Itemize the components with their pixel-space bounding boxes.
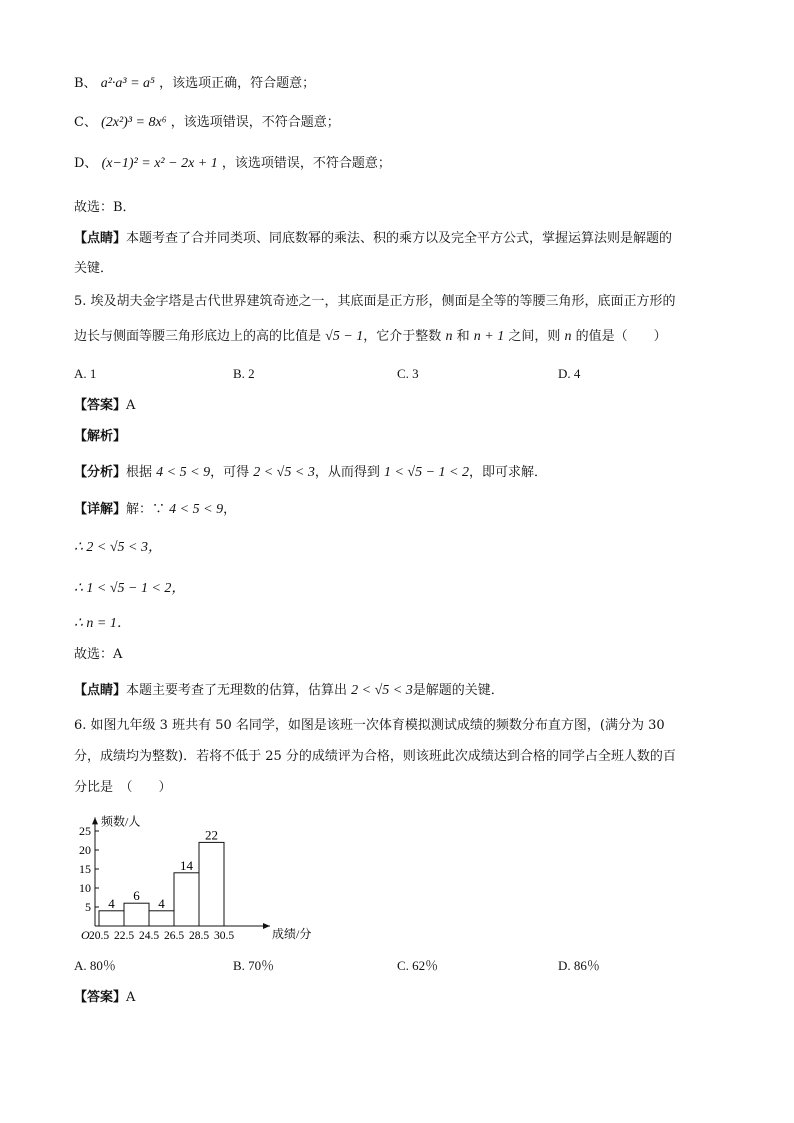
q6-answer-tag: 【答案】 <box>74 990 127 1005</box>
q4-review-text1: 本题考查了合并同类项、同底数幂的乘法、积的乘方以及完全平方公式，掌握运算法则是解题的 <box>126 231 673 246</box>
q5-fenxi-c: ，从而得到 <box>314 465 380 480</box>
q5-review-ineq: 2 < √5 < 3 <box>351 683 413 698</box>
q6-stem-line2: 分，成绩均为整数)．若将不低于 25 分的成绩评为合格，则该班此次成绩达到合格的同学占全班人数的百 <box>74 749 676 764</box>
q5-fenxi-a: 根据 <box>126 465 153 480</box>
bar-data-label: 4 <box>108 895 115 911</box>
q5-review-tag: 【点睛】 <box>74 683 127 698</box>
y-tick-label: 15 <box>79 862 91 876</box>
q4-choose: 故选：B． <box>74 200 136 215</box>
q5-detail-line <box>74 500 236 520</box>
option-b-label: B、 <box>74 76 97 91</box>
q5-detail-ineq: 4 < 5 < 9 <box>169 502 224 517</box>
histogram-chart <box>70 808 340 950</box>
option-c-line <box>74 113 340 133</box>
q5-choice-b: B. 2 <box>233 366 255 381</box>
option-c-expr: (2x²)³ = 8x⁶ <box>101 115 167 130</box>
q6-answer: A <box>126 990 136 1005</box>
origin-label: O <box>81 928 90 942</box>
q6-stem-line3: 分比是 （ ） <box>74 780 172 795</box>
histogram-bar <box>124 903 149 926</box>
q5-fenxi-ineq2: 2 < √5 < 3 <box>253 465 315 480</box>
q5-choose: 故选：A <box>74 647 123 662</box>
q5-review-b: 是解题的关键． <box>412 683 504 698</box>
q5-review-line <box>74 681 504 701</box>
histogram-bars <box>99 842 224 926</box>
q5-detail-a: 解：∵ <box>126 502 166 517</box>
q5-detail-tag: 【详解】 <box>74 502 127 517</box>
bar-data-label: 6 <box>133 888 140 904</box>
histogram-bar <box>99 911 124 926</box>
option-d-expr: (x−1)² = x² − 2x + 1 <box>101 156 218 171</box>
q5-step1: ∴ 2 < √5 < 3， <box>74 540 162 555</box>
q4-review-text2: 关键． <box>74 261 114 276</box>
histogram-bar <box>174 873 199 926</box>
y-axis-arrow <box>92 817 98 824</box>
y-axis-label: 频数/人 <box>101 814 141 829</box>
option-d-label: D、 <box>74 156 98 171</box>
option-b-comment: ，该选项正确，符合题意； <box>159 76 316 91</box>
q5-stem2d: 之间，则 <box>508 329 561 344</box>
q5-stem2-expr: √5 − 1 <box>325 329 364 344</box>
option-c-comment: ，该选项错误，不符合题意； <box>170 115 340 130</box>
q5-stem-line2 <box>74 327 667 347</box>
q5-answer-tag: 【答案】 <box>74 398 127 413</box>
y-tick-label: 5 <box>85 900 91 914</box>
q5-fenxi-line <box>74 463 547 483</box>
q6-choice-a: A. 80％ <box>74 958 116 973</box>
q6-choice-c: C. 62％ <box>397 958 439 973</box>
q5-stem-line1: 5. 埃及胡夫金字塔是古代世界建筑奇迹之一，其底面是正方形，侧面是全等的等腰三角形，底面正方形的 <box>74 294 676 309</box>
x-tick-label: 30.5 <box>213 930 235 942</box>
q5-detail-b: ， <box>223 502 237 517</box>
q5-step2: ∴ 1 < √5 − 1 < 2， <box>74 581 186 596</box>
q5-answer: A <box>126 398 136 413</box>
q5-answer-line <box>74 396 135 416</box>
option-b-line <box>74 74 315 94</box>
q5-stem2-n: n <box>445 329 453 344</box>
option-d-line <box>74 154 391 174</box>
bar-data-label: 14 <box>180 857 193 873</box>
q6-stem-line1: 6. 如图九年级 3 班共有 50 名同学，如图是该班一次体育模拟测试成绩的频数分布直方图，(满分为 30 <box>74 718 665 733</box>
q5-stem2a: 边长与侧面等腰三角形底边上的高的比值是 <box>74 329 322 344</box>
q5-fenxi-ineq1: 4 < 5 < 9 <box>156 465 211 480</box>
q5-fenxi-ineq3: 1 < √5 − 1 < 2 <box>383 465 469 480</box>
x-tick-label: 24.5 <box>138 930 160 942</box>
q4-review-tag: 【点睛】 <box>74 231 127 246</box>
q5-stem2-n-again: n <box>564 329 572 344</box>
q5-stem2b: ，它介于整数 <box>363 329 442 344</box>
bar-data-label: 4 <box>158 895 165 911</box>
option-c-label: C、 <box>74 115 97 130</box>
q6-choice-b: B. 70％ <box>233 958 275 973</box>
q5-fenxi-b: ，可得 <box>210 465 250 480</box>
q5-fenxi-tag: 【分析】 <box>74 465 127 480</box>
q5-choice-c: C. 3 <box>397 366 419 381</box>
q5-stem2e: 的值是（ ） <box>575 329 667 344</box>
q5-stem2-n1: n + 1 <box>473 329 505 344</box>
q5-step3: ∴ n = 1． <box>74 616 131 631</box>
option-b-expr: a²·a³ = a⁵ <box>100 76 155 91</box>
x-tick-label: 26.5 <box>163 930 185 942</box>
option-d-comment: ，该选项错误，不符合题意； <box>221 156 391 171</box>
x-tick-label: 28.5 <box>188 930 210 942</box>
x-tick-label: 20.5 <box>88 930 110 942</box>
q5-stem2c: 和 <box>456 329 470 344</box>
x-tick-label: 22.5 <box>113 930 135 942</box>
q6-answer-line <box>74 988 135 1008</box>
histogram-bar <box>199 842 224 926</box>
q5-analysis-tag: 【解析】 <box>74 429 127 444</box>
q6-choice-d: D. 86％ <box>558 958 600 973</box>
bar-data-label: 22 <box>205 827 218 843</box>
y-tick-label: 20 <box>79 843 91 857</box>
q4-review-line1 <box>74 229 672 249</box>
q5-fenxi-d: ，即可求解． <box>469 465 548 480</box>
x-axis-label: 成绩/分 <box>272 927 312 941</box>
q5-review-a: 本题主要考查了无理数的估算，估算出 <box>126 683 348 698</box>
y-tick-label: 10 <box>79 881 91 895</box>
q5-choice-a: A. 1 <box>74 366 97 381</box>
y-tick-label: 25 <box>79 824 91 838</box>
histogram-bar <box>149 911 174 926</box>
q5-choice-d: D. 4 <box>558 366 581 381</box>
x-axis-arrow <box>263 923 270 929</box>
